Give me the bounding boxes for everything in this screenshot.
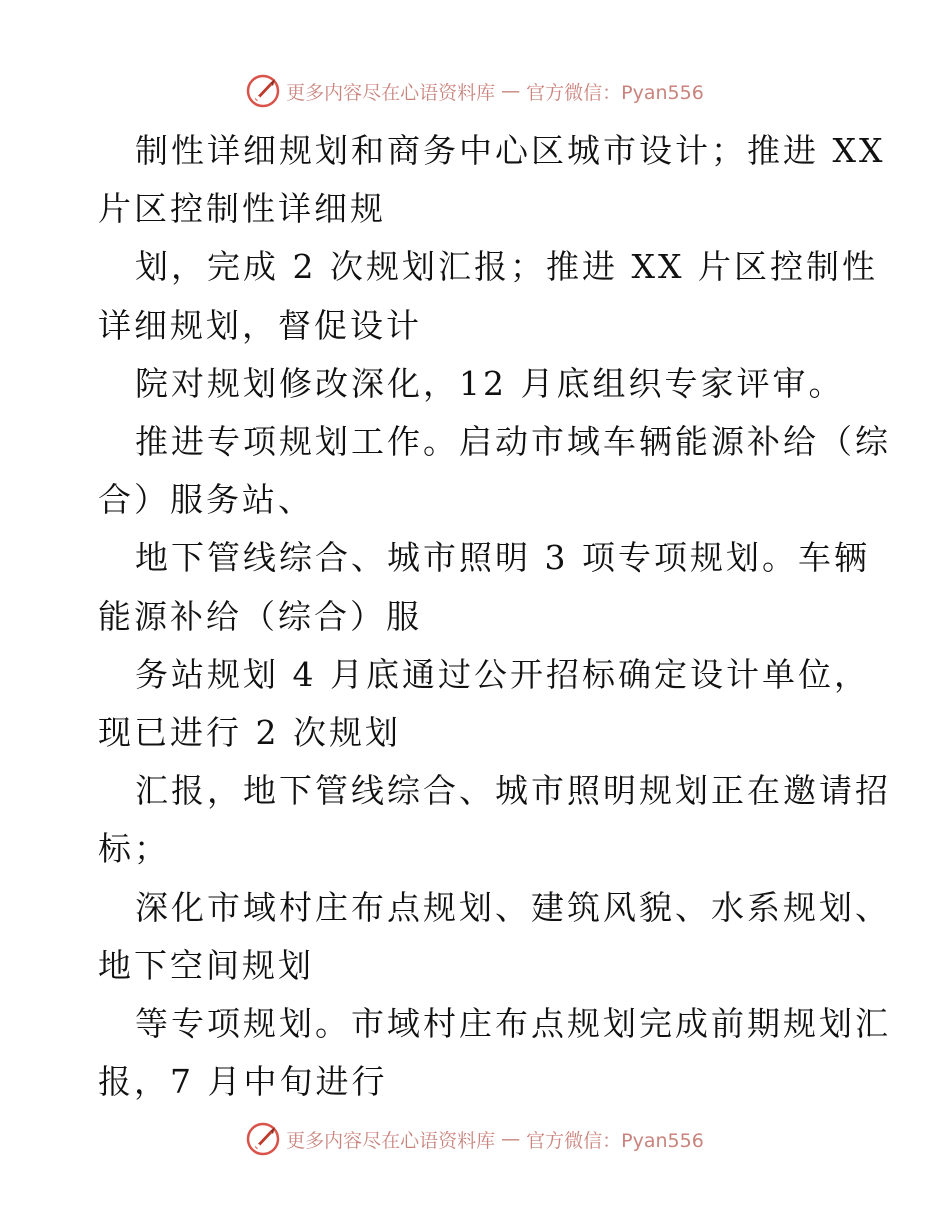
watermark-suffix: 官方微信：Pyan556: [526, 81, 704, 104]
body-line: 划，完成 2 次规划汇报；推进 XX 片区控制性: [135, 247, 878, 287]
quill-logo-icon: [246, 74, 280, 108]
watermark-suffix: 官方微信：Pyan556: [526, 1129, 704, 1152]
body-line: 汇报，地下管线综合、城市照明规划正在邀请招: [135, 771, 891, 811]
body-line: 标；: [98, 829, 170, 869]
body-line: 制性详细规划和商务中心区城市设计；推进 XX: [135, 131, 886, 170]
quill-logo-icon: [246, 1122, 280, 1156]
document-body: [98, 122, 891, 1111]
watermark-header: [0, 71, 950, 111]
body-line: 务站规划 4 月底通过公开招标确定设计单位，: [135, 654, 870, 694]
body-line: 合）服务站、: [98, 480, 314, 520]
watermark-footer: [0, 1119, 950, 1159]
body-line: 报，7 月中旬进行: [98, 1062, 388, 1102]
body-line: 深化市域村庄布点规划、建筑风貌、水系规划、: [135, 887, 891, 927]
body-line: 片区控制性详细规: [98, 189, 386, 229]
watermark-text: 更多内容尽在心语资料库: [286, 1129, 496, 1152]
body-line: 地下空间规划: [98, 945, 314, 985]
watermark-separator: —: [501, 1128, 521, 1150]
watermark-separator: —: [501, 80, 521, 102]
body-line: 院对规划修改深化，12 月底组织专家评审。: [135, 363, 845, 403]
body-line: 能源补给（综合）服: [98, 596, 422, 636]
body-line: 现已进行 2 次规划: [98, 713, 401, 753]
body-line: 等专项规划。市域村庄布点规划完成前期规划汇: [135, 1004, 891, 1044]
watermark-text: 更多内容尽在心语资料库: [286, 81, 496, 104]
body-line: 推进专项规划工作。启动市域车辆能源补给（综: [135, 422, 891, 462]
body-line: 详细规划，督促设计: [98, 305, 422, 345]
body-line: 地下管线综合、城市照明 3 项专项规划。车辆: [135, 538, 870, 578]
